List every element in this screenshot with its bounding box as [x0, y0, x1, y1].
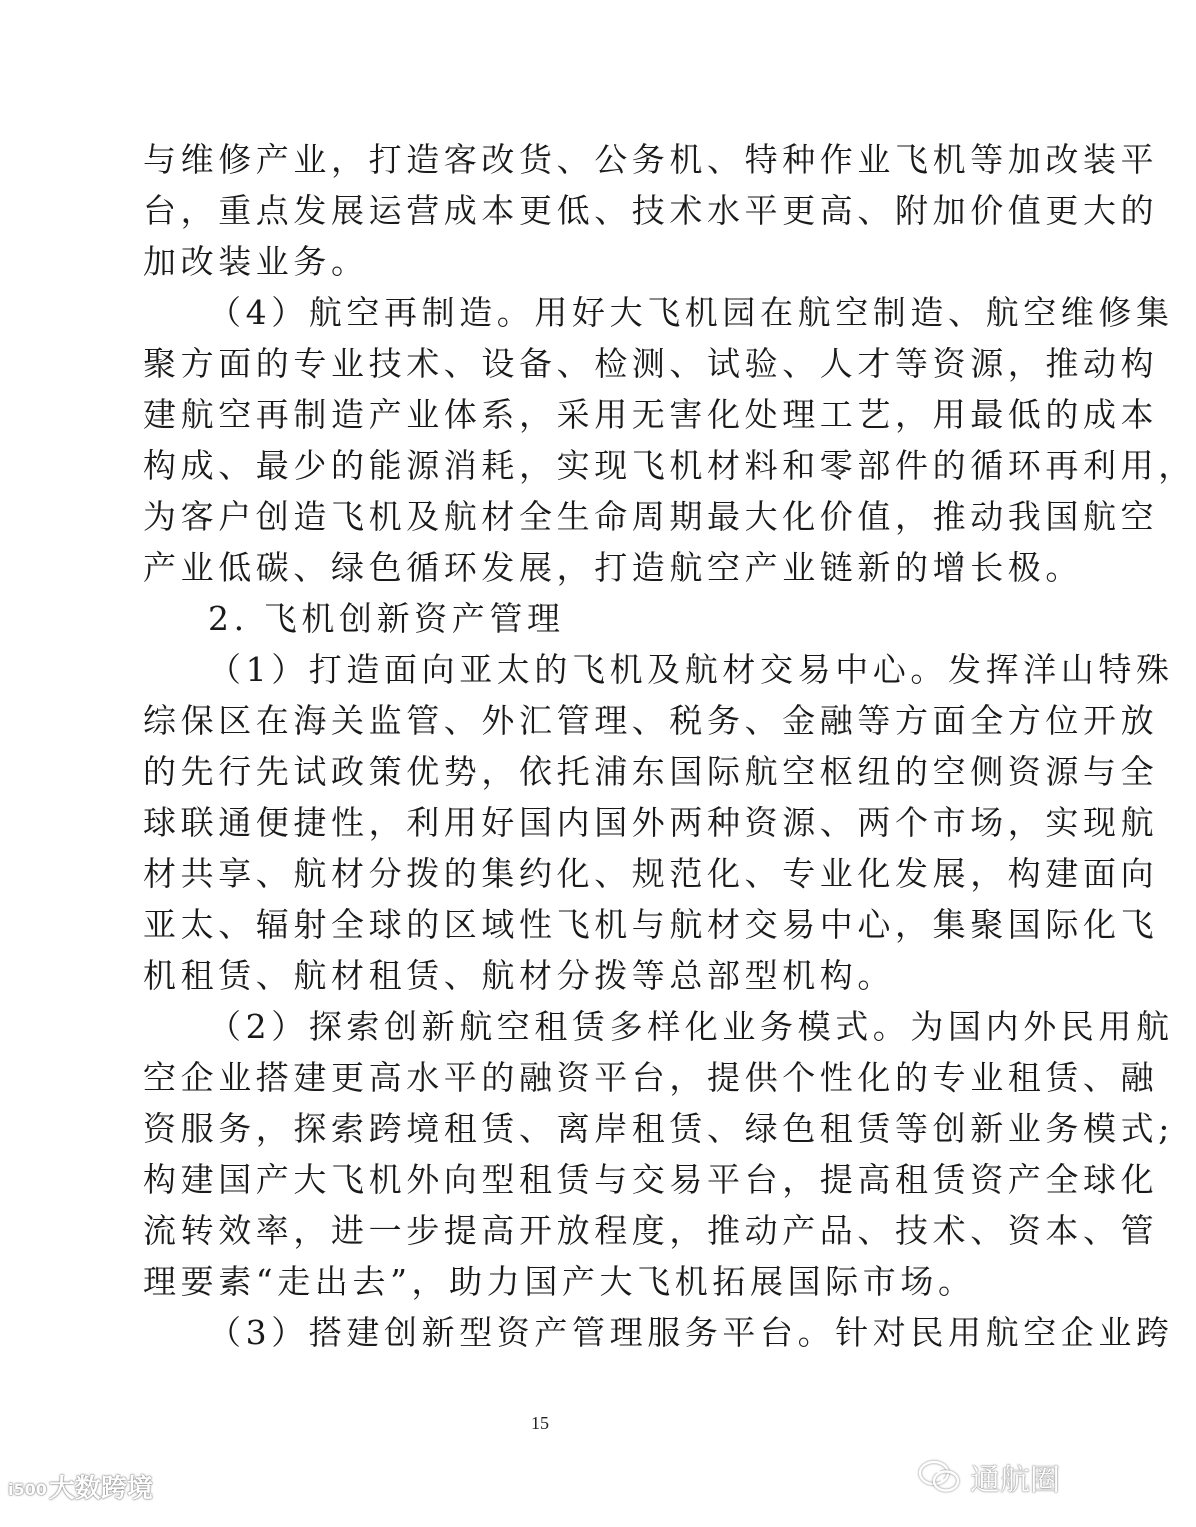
text-line: 球联通便捷性，利用好国内国外两种资源、两个市场，实现航: [143, 803, 1159, 842]
text-line: 机租赁、航材租赁、航材分拨等总部型机构。: [143, 956, 895, 995]
watermark-right: [918, 1455, 1060, 1499]
text-line: 产业低碳、绿色循环发展，打造航空产业链新的增长极。: [143, 548, 1083, 587]
watermark-left-text: 大数跨境: [48, 1474, 153, 1504]
paragraph-start: （2）探索创新航空租赁多样化业务模式。为国内外民用航: [208, 1007, 1174, 1046]
text-line: 与维修产业，打造客改货、公务机、特种作业飞机等加改装平: [143, 140, 1159, 179]
text-line: 建航空再制造产业体系，采用无害化处理工艺，用最低的成本: [143, 395, 1159, 434]
paragraph-start: （3）搭建创新型资产管理服务平台。针对民用航空企业跨: [208, 1313, 1174, 1352]
text-line: 亚太、辐射全球的区域性飞机与航材交易中心，集聚国际化飞: [143, 905, 1159, 944]
watermark-left: [8, 1468, 153, 1505]
text-line: 资服务，探索跨境租赁、离岸租赁、绿色租赁等创新业务模式;: [143, 1109, 1174, 1148]
paragraph-start: （1）打造面向亚太的飞机及航材交易中心。发挥洋山特殊: [208, 650, 1174, 689]
text-line: 加改装业务。: [143, 242, 369, 281]
text-line: 流转效率，进一步提高开放程度，推动产品、技术、资本、管: [143, 1211, 1159, 1250]
text-line: 材共享、航材分拨的集约化、规范化、专业化发展，构建面向: [143, 854, 1159, 893]
text-line: 为客户创造飞机及航材全生命周期最大化价值，推动我国航空: [143, 497, 1159, 536]
text-line: 的先行先试政策优势，依托浦东国际航空枢纽的空侧资源与全: [143, 752, 1159, 791]
text-line: 构成、最少的能源消耗，实现飞机材料和零部件的循环再利用，: [143, 446, 1196, 485]
watermark-right-text: 通航圈: [970, 1463, 1060, 1498]
paragraph-start: （4）航空再制造。用好大飞机园在航空制造、航空维修集: [208, 293, 1174, 332]
text-line: 台，重点发展运营成本更低、技术水平更高、附加价值更大的: [143, 191, 1159, 230]
page-number: 15: [531, 1413, 549, 1433]
text-line: 综保区在海关监管、外汇管理、税务、金融等方面全方位开放: [143, 701, 1159, 740]
text-line: 聚方面的专业技术、设备、检测、试验、人才等资源，推动构: [143, 344, 1159, 383]
text-line: 构建国产大飞机外向型租赁与交易平台，提高租赁资产全球化: [143, 1160, 1159, 1199]
wechat-icon: [918, 1459, 962, 1495]
logo-icon: i500: [8, 1480, 47, 1499]
text-line: 空企业搭建更高水平的融资平台，提供个性化的专业租赁、融: [143, 1058, 1159, 1097]
section-heading: 2. 飞机创新资产管理: [208, 599, 565, 638]
text-line: 理要素“走出去”，助力国产大飞机拓展国际市场。: [143, 1262, 976, 1301]
